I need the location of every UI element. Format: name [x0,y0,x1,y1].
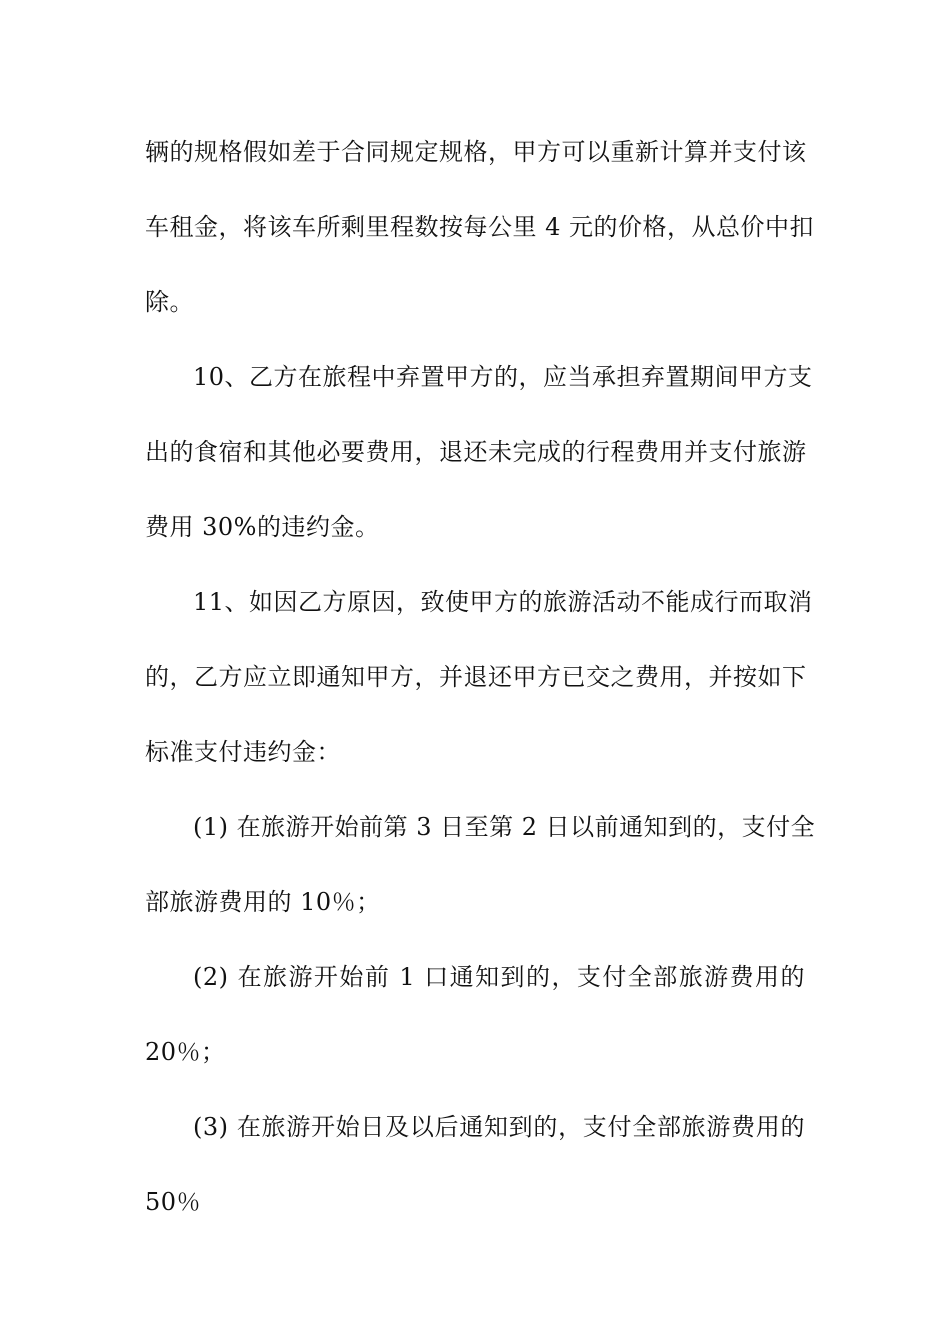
item-1-line-2: 部旅游费用的 10％； [145,888,381,916]
paragraph-9-line-3: 除。 [145,288,194,316]
clause-10-line-3: 费用 30%的违约金。 [145,513,380,541]
paragraph-9-line-1: 辆的规格假如差于合同规定规格，甲方可以重新计算并支付该 [145,138,807,166]
item-2-line-1: (2) 在旅游开始前 1 口通知到的，支付全部旅游费用的 [193,963,805,991]
item-1-line-1: (1) 在旅游开始前第 3 日至第 2 日以前通知到的，支付全 [193,813,816,841]
paragraph-9-line-2: 车租金，将该车所剩里程数按每公里 4 元的价格，从总价中扣 [145,213,815,241]
item-2-line-2: 20％； [145,1038,226,1066]
item-3-line-1: (3) 在旅游开始日及以后通知到的，支付全部旅游费用的 [193,1113,805,1141]
clause-11-line-3: 标准支付违约金： [145,738,341,766]
clause-10-line-1: 10、乙方在旅程中弃置甲方的，应当承担弃置期间甲方支 [193,363,813,391]
clause-11-line-1: 11、如因乙方原因，致使甲方的旅游活动不能成行而取消 [193,588,813,616]
clause-11-line-2: 的，乙方应立即通知甲方，并退还甲方已交之费用，并按如下 [145,663,807,691]
item-3-line-2: 50％ [145,1188,202,1216]
clause-10-line-2: 出的食宿和其他必要费用，退还未完成的行程费用并支付旅游 [145,438,807,466]
